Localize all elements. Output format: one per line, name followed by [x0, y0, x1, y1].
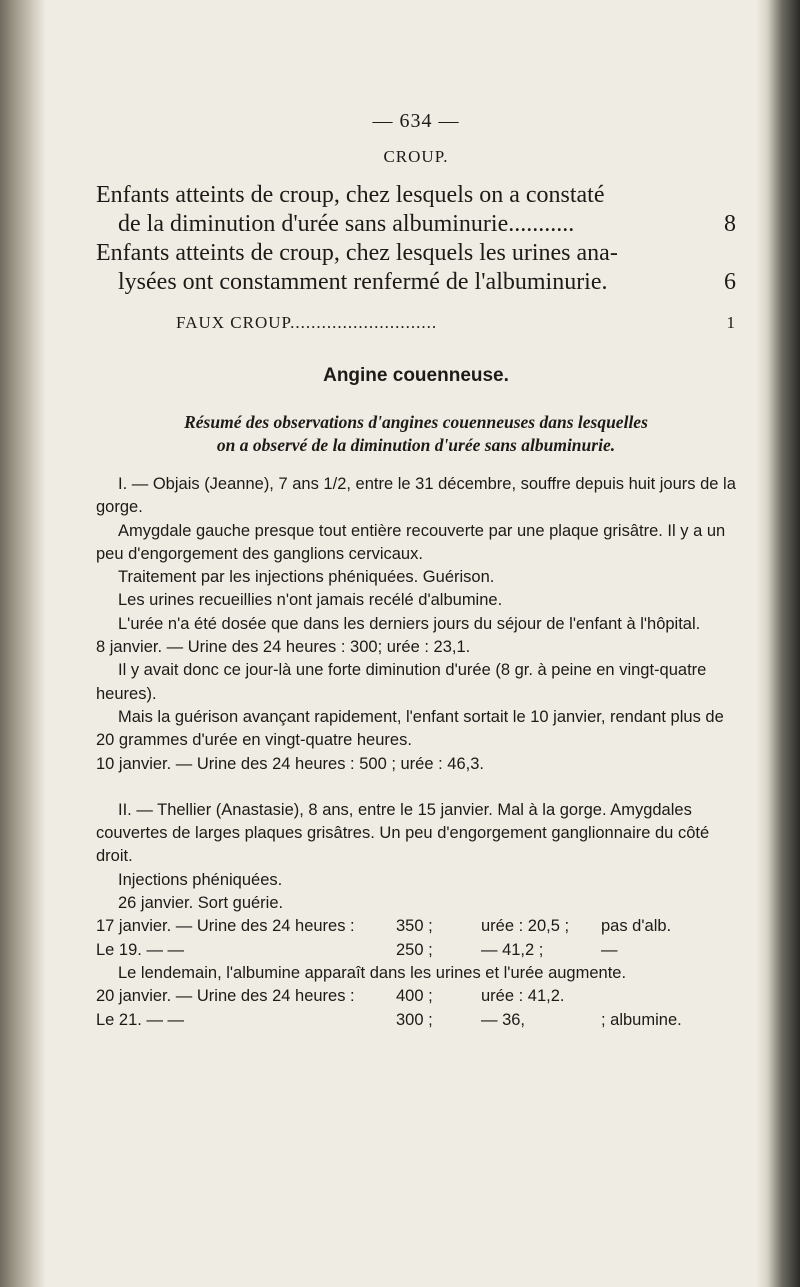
entry-line: Enfants atteints de croup, chez lesquels les urines ana- [96, 240, 618, 266]
row-volume: 250 ; [396, 940, 433, 959]
measurement-row [96, 985, 736, 1008]
row-uree: urée : 20,5 ; [481, 917, 570, 936]
row-note [601, 985, 736, 1008]
paragraph: Le lendemain, l'albumine apparaît dans les urines et l'urée augmente. [118, 963, 627, 982]
page-number: — 634 — [372, 110, 460, 132]
paragraph: Amygdale gauche presque tout entière recouverte par une plaque grisâtre. Il y a un peu d'engorgement des ganglions cervicaux. [96, 521, 726, 563]
row-note: pas d'alb. [601, 917, 672, 936]
observation-1-intro: I. — Objais (Jeanne), 7 ans 1/2, entre le 31 décembre, souffre depuis huit jours de la gorge. [96, 475, 736, 517]
entry-line: Enfants atteints de croup, chez lesquels on a constaté [96, 182, 605, 208]
paragraph: Les urines recueillies n'ont jamais recélé d'albumine. [118, 591, 503, 610]
croup-entry [96, 181, 736, 239]
measurement-row [96, 915, 736, 938]
row-volume: 350 ; [396, 917, 433, 936]
croup-summary [96, 181, 736, 297]
faux-croup-label: FAUX CROUP............................ [176, 313, 438, 332]
book-page [96, 110, 736, 1032]
row-uree: — 36, [481, 1010, 526, 1029]
paragraph: Il y avait donc ce jour-là une forte diminution d'urée (8 gr. à peine en vingt-quatre heures). [96, 661, 707, 703]
paragraph: 26 janvier. Sort guérie. [118, 894, 284, 913]
spacer [96, 776, 736, 799]
section-title: CROUP. [383, 147, 449, 166]
paragraph: 8 janvier. — Urine des 24 heures : 300; urée : 23,1. [96, 638, 471, 657]
entry-text: lysées ont constamment renfermé de l'albuminurie. [118, 269, 608, 295]
entry-text: de la diminution d'urée sans albuminurie........... [118, 211, 575, 237]
paragraph: Mais la guérison avançant rapidement, l'enfant sortait le 10 janvier, rendant plus de 20 grammes d'urée en vingt-quatre heures. [96, 707, 724, 750]
row-label: 20 janvier. — Urine des 24 heures : [96, 987, 355, 1006]
paragraph: Traitement par les injections phéniquées. Guérison. [118, 568, 495, 587]
entry-count: 8 [724, 211, 736, 237]
row-volume: 300 ; [396, 1010, 433, 1029]
row-uree: urée : 41,2. [481, 987, 565, 1006]
scan-left-edge [0, 0, 46, 1287]
croup-entry [96, 239, 736, 297]
resume-heading [96, 411, 736, 457]
paragraph: L'urée n'a été dosée que dans les derniers jours du séjour de l'enfant à l'hôpital. [118, 614, 701, 633]
observation-2-intro: II. — Thellier (Anastasie), 8 ans, entre le 15 janvier. Mal à la gorge. Amygdales couvertes de larges plaques grisâtres. Un peu d'engorgement ganglionnaire du côté droit. [96, 800, 710, 866]
paragraph: 10 janvier. — Urine des 24 heures : 500 ; urée : 46,3. [96, 754, 484, 773]
row-note: — [601, 940, 618, 959]
measurement-row [96, 1009, 736, 1032]
angine-heading: Angine couenneuse. [323, 365, 509, 386]
faux-croup-count: 1 [726, 313, 736, 332]
resume-line: Résumé des observations d'angines couenneuses dans lesquelles [184, 412, 648, 432]
paragraph: Injections phéniquées. [118, 870, 283, 889]
faux-croup-line [176, 313, 736, 333]
row-volume: 400 ; [396, 987, 433, 1006]
row-uree: — 41,2 ; [481, 940, 544, 959]
scan-right-edge [756, 0, 800, 1287]
resume-line: on a observé de la diminution d'urée sans albuminurie. [216, 435, 616, 455]
row-label: 17 janvier. — Urine des 24 heures : [96, 917, 355, 936]
measurement-row [96, 939, 736, 962]
row-note: ; albumine. [601, 1010, 682, 1029]
observations-text [96, 473, 736, 1032]
row-label: Le 19. — — [96, 940, 185, 959]
row-label: Le 21. — — [96, 1010, 185, 1029]
entry-line [96, 268, 736, 297]
entry-count: 6 [724, 269, 736, 295]
entry-line [96, 210, 736, 239]
